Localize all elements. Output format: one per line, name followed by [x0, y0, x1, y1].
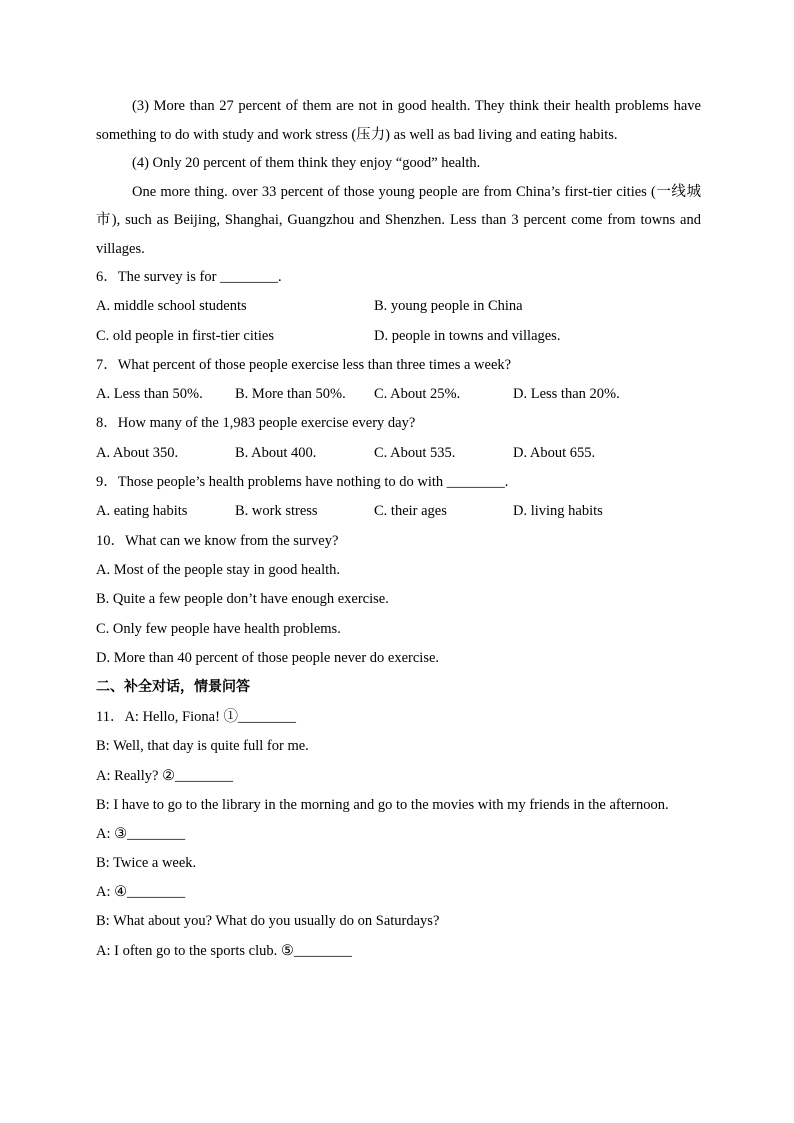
- passage-paragraph-3: (3) More than 27 percent of them are not in good health. They think their health problems have something to do with study and work stress (压力) as well as bad living and eating habits.: [96, 98, 701, 143]
- dialogue-line-1: 11．A: Hello, Fiona! ①________: [96, 709, 297, 726]
- question-8-option-a: A. About 350.: [96, 444, 179, 461]
- question-9-options: [96, 497, 701, 526]
- question-6-options-row-2: [96, 322, 701, 351]
- question-10-stem: 10．What can we know from the survey?: [96, 532, 339, 549]
- question-10-option-c: C. Only few people have health problems.: [96, 620, 341, 637]
- question-8-option-d: D. About 655.: [513, 444, 596, 461]
- question-6-options-row-1: [96, 292, 701, 321]
- passage-paragraph-5: One more thing. over 33 percent of those young people are from China’s first-tier cities (一线城市), such as Beijing, Shanghai, Guangzhou and Shenzhen. Less than 3 percent come from towns and villages.: [96, 183, 701, 257]
- question-9-option-a: A. eating habits: [96, 503, 188, 520]
- question-9-stem: 9．Those people’s health problems have nothing to do with ________.: [96, 474, 509, 491]
- dialogue-line-4: B: I have to go to the library in the morning and go to the movies with my friends in the afternoon.: [96, 797, 669, 814]
- question-7-option-d: D. Less than 20%.: [513, 386, 620, 403]
- question-8-options: [96, 439, 701, 468]
- question-9-option-c: C. their ages: [374, 503, 447, 520]
- question-10-option-b: B. Quite a few people don’t have enough exercise.: [96, 591, 389, 608]
- question-10-option-a: A. Most of the people stay in good health.: [96, 561, 341, 578]
- document-page: [96, 92, 701, 966]
- question-9-option-d: D. living habits: [513, 503, 603, 520]
- question-6-option-b: B. young people in China: [374, 298, 523, 315]
- question-7-option-c: C. About 25%.: [374, 386, 461, 403]
- question-6-option-a: A. middle school students: [96, 298, 247, 315]
- dialogue-line-7: A: ④________: [96, 884, 186, 901]
- question-6-stem: 6．The survey is for ________.: [96, 269, 282, 285]
- passage-paragraph-4: (4) Only 20 percent of them think they enjoy “good” health.: [132, 155, 481, 171]
- question-7-stem: 7．What percent of those people exercise less than three times a week?: [96, 356, 512, 373]
- dialogue-line-6: B: Twice a week.: [96, 854, 197, 871]
- question-7-option-b: B. More than 50%.: [235, 386, 346, 403]
- question-10-option-d: D. More than 40 percent of those people never do exercise.: [96, 649, 440, 666]
- section-2-title: 二、补全对话，情景问答: [96, 679, 250, 696]
- question-7-option-a: A. Less than 50%.: [96, 386, 203, 403]
- question-9-option-b: B. work stress: [235, 503, 318, 520]
- dialogue-line-8: B: What about you? What do you usually do on Saturdays?: [96, 913, 440, 930]
- question-6-option-d: D. people in towns and villages.: [374, 327, 561, 344]
- dialogue-line-5: A: ③________: [96, 825, 186, 842]
- dialogue-line-3: A: Really? ②________: [96, 767, 234, 784]
- question-8-option-b: B. About 400.: [235, 444, 317, 461]
- dialogue-line-2: B: Well, that day is quite full for me.: [96, 738, 309, 755]
- dialogue-line-9: A: I often go to the sports club. ⑤________: [96, 942, 352, 959]
- question-8-stem: 8．How many of the 1,983 people exercise every day?: [96, 415, 416, 432]
- question-8-option-c: C. About 535.: [374, 444, 456, 461]
- question-7-options: [96, 380, 701, 409]
- question-6-option-c: C. old people in first-tier cities: [96, 327, 274, 344]
